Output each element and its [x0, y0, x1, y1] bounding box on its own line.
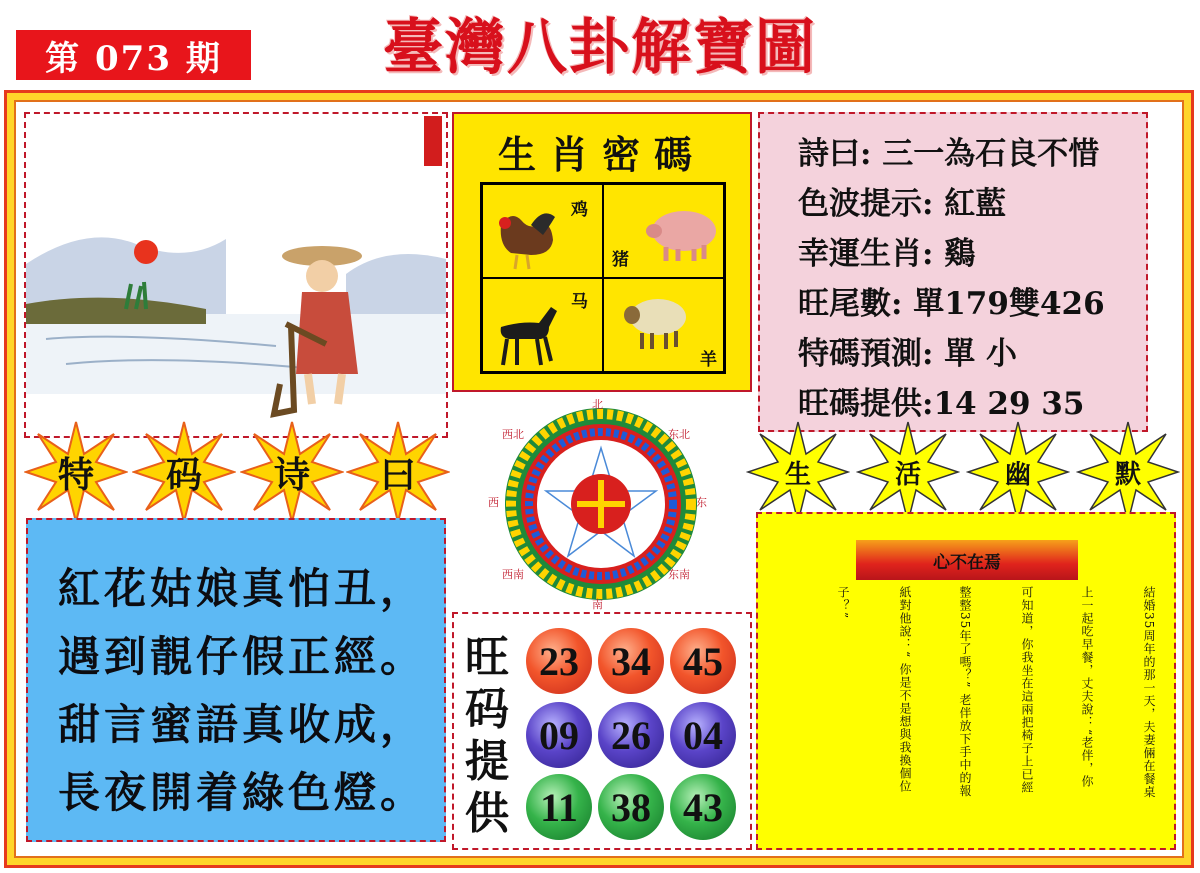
- story-column: 紙對他說：“ 你是不是想與我換個位: [898, 586, 912, 793]
- zodiac-cell-horse: [482, 278, 603, 372]
- poem-line: 長夜開着綠色燈。: [58, 768, 427, 817]
- hint-info-panel: [758, 112, 1148, 432]
- zodiac-label-horse: 马: [571, 292, 588, 312]
- page-title: 臺灣八卦解寶圖: [383, 13, 817, 83]
- story-title: 心不在焉: [856, 540, 1078, 580]
- label-char: 提: [465, 736, 509, 787]
- wheel-label-northwest: 西北: [502, 428, 524, 441]
- pig-icon: [642, 199, 722, 265]
- star-badge: [1076, 420, 1180, 524]
- info-poem-line: 詩曰: 三一為石良不惜: [798, 136, 1100, 172]
- label-char: 供: [465, 788, 509, 839]
- story-column: 可知道，你我坐在這兩把椅子上已經: [1020, 586, 1034, 794]
- wheel-label-east: 东: [696, 496, 707, 509]
- number-ball: 43: [670, 774, 736, 840]
- number-ball: 11: [526, 774, 592, 840]
- horse-icon: [491, 297, 563, 369]
- number-ball: 45: [670, 628, 736, 694]
- poem-line: 遇到靚仔假正經。: [58, 632, 427, 681]
- sheep-icon: [622, 289, 692, 355]
- hot-numbers-label: [462, 632, 512, 840]
- info-special-prediction: 特碼預測: 單 小: [798, 336, 1018, 372]
- star-label: 生: [784, 459, 811, 490]
- number-ball: 26: [598, 702, 664, 768]
- zodiac-label-pig: 猪: [612, 250, 629, 270]
- story-column: 整整35年了嗎？” 老伴放下手中的報: [958, 586, 972, 798]
- bagua-compass-wheel: [484, 396, 718, 612]
- wheel-label-northeast: 东北: [668, 428, 690, 441]
- star-label: 默: [1114, 459, 1141, 490]
- wheel-label-southwest: 西南: [502, 568, 524, 581]
- red-seal-stamp: [424, 116, 442, 166]
- zodiac-grid: [480, 182, 726, 374]
- star-badge: [132, 420, 236, 524]
- zodiac-cell-pig: [603, 184, 724, 278]
- issue-number: 第 073 期: [16, 30, 251, 80]
- star-badge: [746, 420, 850, 524]
- zodiac-label-rooster: 鸡: [571, 200, 588, 220]
- landscape-icon: [26, 114, 446, 436]
- hot-numbers-panel: [452, 612, 752, 850]
- label-char: 旺: [465, 632, 509, 683]
- wheel-label-south: 南: [592, 598, 603, 611]
- star-label: 曰: [379, 453, 416, 496]
- info-color-wave: 色波提示: 紅藍: [798, 186, 1007, 222]
- poem-line: 紅花姑娘真怕丑，: [58, 564, 427, 613]
- wheel-label-southeast: 东南: [668, 568, 690, 581]
- star-badge: [240, 420, 344, 524]
- star-label: 码: [165, 453, 202, 496]
- info-lucky-zodiac: 幸運生肖: 鷄: [798, 236, 976, 272]
- poem-line: 甜言蜜語真收成，: [58, 700, 427, 749]
- zodiac-label-sheep: 羊: [700, 350, 717, 370]
- poem-panel: [26, 518, 446, 842]
- humor-story-panel: [756, 512, 1176, 850]
- story-column: 上一起吃早餐，丈夫說：“老伴，你: [1080, 586, 1094, 789]
- rooster-icon: [491, 205, 561, 271]
- zodiac-code-title: 生肖密碼: [497, 132, 706, 177]
- story-column: 子？”: [836, 586, 850, 620]
- star-label: 特: [57, 453, 94, 496]
- wheel-label-west: 西: [488, 496, 499, 509]
- star-badge: [346, 420, 450, 524]
- number-ball: 23: [526, 628, 592, 694]
- farmer-illustration: [24, 112, 448, 438]
- zodiac-cell-rooster: [482, 184, 603, 278]
- star-badge: [966, 420, 1070, 524]
- info-tail-numbers: 旺尾數: 單179雙426: [798, 286, 1105, 322]
- zodiac-cell-sheep: [603, 278, 724, 372]
- wheel-label-north: 北: [592, 398, 603, 411]
- star-label: 诗: [273, 453, 310, 496]
- star-badge: [856, 420, 960, 524]
- star-badge: [24, 420, 128, 524]
- star-label: 幽: [1004, 459, 1031, 490]
- number-ball: 09: [526, 702, 592, 768]
- zodiac-code-panel: [452, 112, 752, 392]
- star-label: 活: [894, 459, 921, 490]
- story-column: 結婚35周年的那一天，夫妻倆在餐桌: [1142, 586, 1156, 799]
- number-ball: 38: [598, 774, 664, 840]
- number-ball: 04: [670, 702, 736, 768]
- label-char: 码: [465, 684, 509, 735]
- number-ball: 34: [598, 628, 664, 694]
- info-hot-numbers: 旺碼提供:14 29 35: [798, 386, 1085, 422]
